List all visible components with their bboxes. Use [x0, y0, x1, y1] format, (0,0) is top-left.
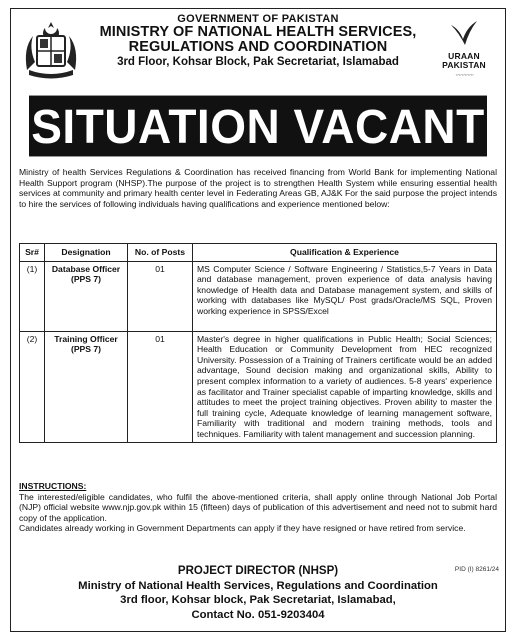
- posts-table: [19, 243, 497, 443]
- footer-contact: Contact No. 051-9203404: [191, 608, 325, 621]
- logo-text-pakistan: PAKISTAN: [442, 60, 486, 70]
- row-designation: [45, 261, 128, 331]
- situation-vacant-banner: SITUATION VACANT: [29, 96, 487, 157]
- bird-icon: [447, 19, 481, 47]
- instructions-title: INSTRUCTIONS:: [19, 481, 87, 491]
- government-title: GOVERNMENT OF PAKISTAN: [177, 13, 339, 25]
- row-posts: 01: [128, 261, 193, 331]
- urdu-tagline-icon: 〰〰〰: [454, 73, 473, 79]
- designation-title: Training Officer: [54, 333, 118, 344]
- ministry-address: 3rd Floor, Kohsar Block, Pak Secretariat, Islamabad: [117, 56, 399, 68]
- table-row: [20, 331, 497, 442]
- instructions-paragraph-1: The interested/eligible candidates, who fulfil the above-mentioned criteria, shall apply online through National Job Portal (NJP) official website www.njp.gov.pk within 15 (fifteen) days of publication of this advertisement and need not to submit hard copy of the application.: [19, 491, 497, 523]
- table-header-row: [20, 244, 497, 262]
- table-row: [20, 261, 497, 331]
- ministry-title-line2: REGULATIONS AND COORDINATION: [128, 39, 388, 55]
- advertisement-page: [10, 8, 506, 632]
- instructions-section: [19, 481, 497, 534]
- footer-ministry: Ministry of National Health Services, Regulations and Coordination: [78, 579, 438, 592]
- footer: [11, 564, 505, 622]
- row-qualification: MS Computer Science / Software Engineering / Statistics,5-7 Years in Data and database management, proven experience of data analysis having knowledge of Health data and Database management system, and skills of working with databases like MySQL/ Post grads/Oracle/MS SQL, Proven working experience in SPSS/Excel: [193, 261, 497, 331]
- designation-scale: (PPS 7): [70, 344, 102, 355]
- designation-title: Database Officer: [51, 263, 121, 274]
- instructions-paragraph-2: Candidates already working in Government Departments can apply if they have resigned or have retired from service.: [19, 523, 466, 533]
- header-posts: No. of Posts: [128, 244, 193, 262]
- row-designation: [45, 331, 128, 442]
- logo-text-uraan: URAAN: [448, 51, 480, 61]
- ministry-title-line1: MINISTRY OF NATIONAL HEALTH SERVICES,: [99, 24, 417, 40]
- header-sr: Sr#: [20, 244, 45, 262]
- row-posts: 01: [128, 331, 193, 442]
- footer-address: 3rd floor, Kohsar block, Pak Secretariat, Islamabad,: [120, 594, 396, 606]
- row-qualification: Master's degree in higher qualifications in Public Health; Social Sciences; Health Education or Community Development from HEC recognized University. Possession of a Training of Trainers certificate would be an added advantage, Sound decision making and organizational skills, Ability to present complex information to a variety of audiences. 5-8 years' experience as facilitator and Trainer specialist capable of imparting knowledge, skills and attitudes to meet the project training objectives. Proven ability to master the full training cycle, Adequate knowledge of learning management software, Familiarity with traditional and modern training methods, tools and techniques. Familiarity with talent management and succession planning.: [193, 331, 497, 442]
- publication-id: PID (I) 8261/24: [454, 566, 499, 573]
- header-qualification: Qualification & Experience: [193, 244, 497, 262]
- intro-paragraph: Ministry of health Services Regulations & Coordination has received financing from World Bank for implementing National Health Support program (NHSP).The purpose of the project is to strengthen Health System while ensuring essential health services at community and primary health center level in Federating Areas GB, AJ&K For the said purpose the project intends to hire the services of following individuals having qualifications and experience mentioned below:: [19, 167, 497, 209]
- row-sr: (2): [20, 331, 45, 442]
- footer-designation: PROJECT DIRECTOR (NHSP): [177, 565, 339, 577]
- row-sr: (1): [20, 261, 45, 331]
- uraan-pakistan-logo: [429, 19, 499, 85]
- designation-scale: (PPS 7): [70, 274, 102, 285]
- header-designation: Designation: [45, 244, 128, 262]
- state-emblem-icon: [19, 18, 83, 82]
- header: [11, 13, 505, 97]
